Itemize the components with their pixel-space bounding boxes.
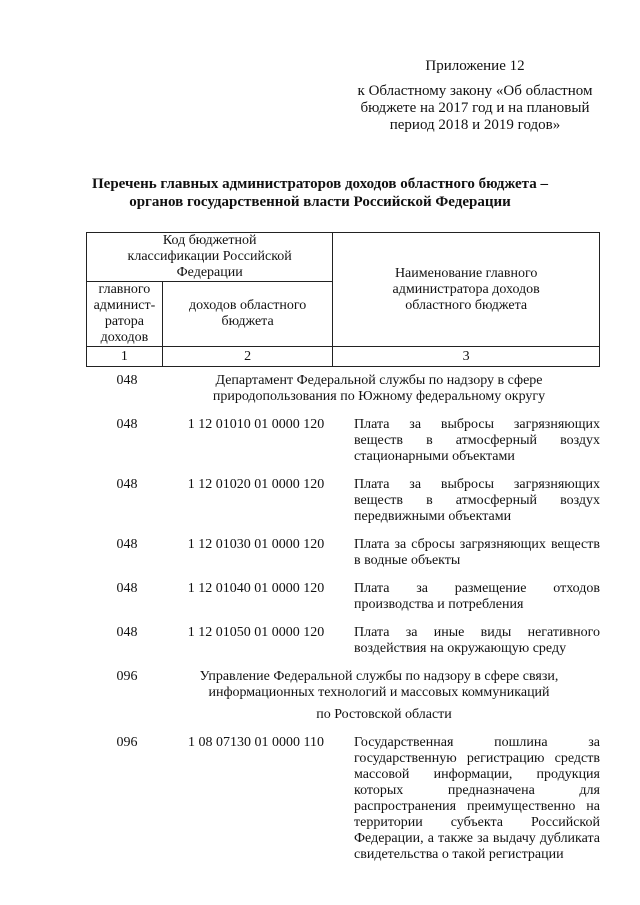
admin-code: 048 <box>116 477 138 492</box>
admin-code: 048 <box>116 537 138 552</box>
name-column-header: Наименование главного администратора доходов областного бюджета <box>333 233 600 347</box>
department-name: Департамент Федеральной службы по надзору в сфере природопользования по Южному федеральному округу <box>212 373 546 404</box>
table-row <box>86 417 600 465</box>
appendix-line: период 2018 и 2019 годов» <box>389 117 561 133</box>
revenue-name: Плата за иные виды негативного воздействия на окружающую среду <box>354 625 600 656</box>
admin-code: 096 <box>116 669 138 684</box>
revenue-column-header: доходов областного бюджета <box>162 282 333 347</box>
code-group-header: Код бюджетной классификации Российской Федерации <box>87 233 333 282</box>
admin-code: 048 <box>116 625 138 640</box>
appendix-number: Приложение 12 <box>425 58 525 74</box>
department-region: по Ростовской области <box>316 707 452 722</box>
column-number: 2 <box>162 347 333 367</box>
title-line: Перечень главных администраторов доходов областного бюджета – <box>92 176 548 192</box>
table-body <box>86 373 600 875</box>
table-row <box>86 581 600 613</box>
appendix-note <box>340 58 610 134</box>
table-row <box>86 477 600 525</box>
revenue-name: Плата за размещение отходов производства и потребления <box>354 581 600 612</box>
document-title <box>70 175 570 211</box>
admin-code: 096 <box>116 735 138 750</box>
column-number: 1 <box>87 347 163 367</box>
revenue-code: 1 12 01050 01 0000 120 <box>187 625 325 640</box>
table-row <box>86 625 600 657</box>
revenue-name: Плата за выбросы загрязняющих веществ в атмосферный воздух передвижными объектами <box>354 477 600 524</box>
department-row <box>86 669 600 701</box>
revenue-name: Плата за выбросы загрязняющих веществ в атмосферный воздух стационарными объектами <box>354 417 600 464</box>
table-row <box>86 537 600 569</box>
revenue-code: 1 12 01010 01 0000 120 <box>187 417 325 432</box>
revenue-code: 1 08 07130 01 0000 110 <box>188 735 324 750</box>
appendix-line: к Областному закону «Об областном <box>357 83 593 99</box>
admin-code: 048 <box>116 417 138 432</box>
table-row <box>86 735 600 863</box>
revenue-name: Плата за сбросы загрязняющих веществ в водные объекты <box>354 537 600 568</box>
admin-column-header: главного админист-ратора доходов <box>87 282 163 347</box>
admin-code: 048 <box>116 581 138 596</box>
title-line: органов государственной власти Российской Федерации <box>129 194 511 210</box>
table-header <box>86 232 600 367</box>
revenue-code: 1 12 01030 01 0000 120 <box>187 537 325 552</box>
department-row <box>86 373 600 405</box>
department-name: Управление Федеральной службы по надзору в сфере связи, информационных технологий и массовых коммуникаций <box>199 669 559 700</box>
admin-code: 048 <box>116 373 138 388</box>
revenue-code: 1 12 01040 01 0000 120 <box>187 581 325 596</box>
column-number: 3 <box>333 347 600 367</box>
revenue-name: Государственная пошлина за государственную регистрацию средств массовой информации, продукция которых предназначена для распространения преимущественно на территории субъекта Российской Федерации, а также за выдачу дубликата свидетельства о такой регистрации <box>354 735 600 862</box>
appendix-line: бюджете на 2017 год и на плановый <box>360 100 590 116</box>
revenue-code: 1 12 01020 01 0000 120 <box>187 477 325 492</box>
